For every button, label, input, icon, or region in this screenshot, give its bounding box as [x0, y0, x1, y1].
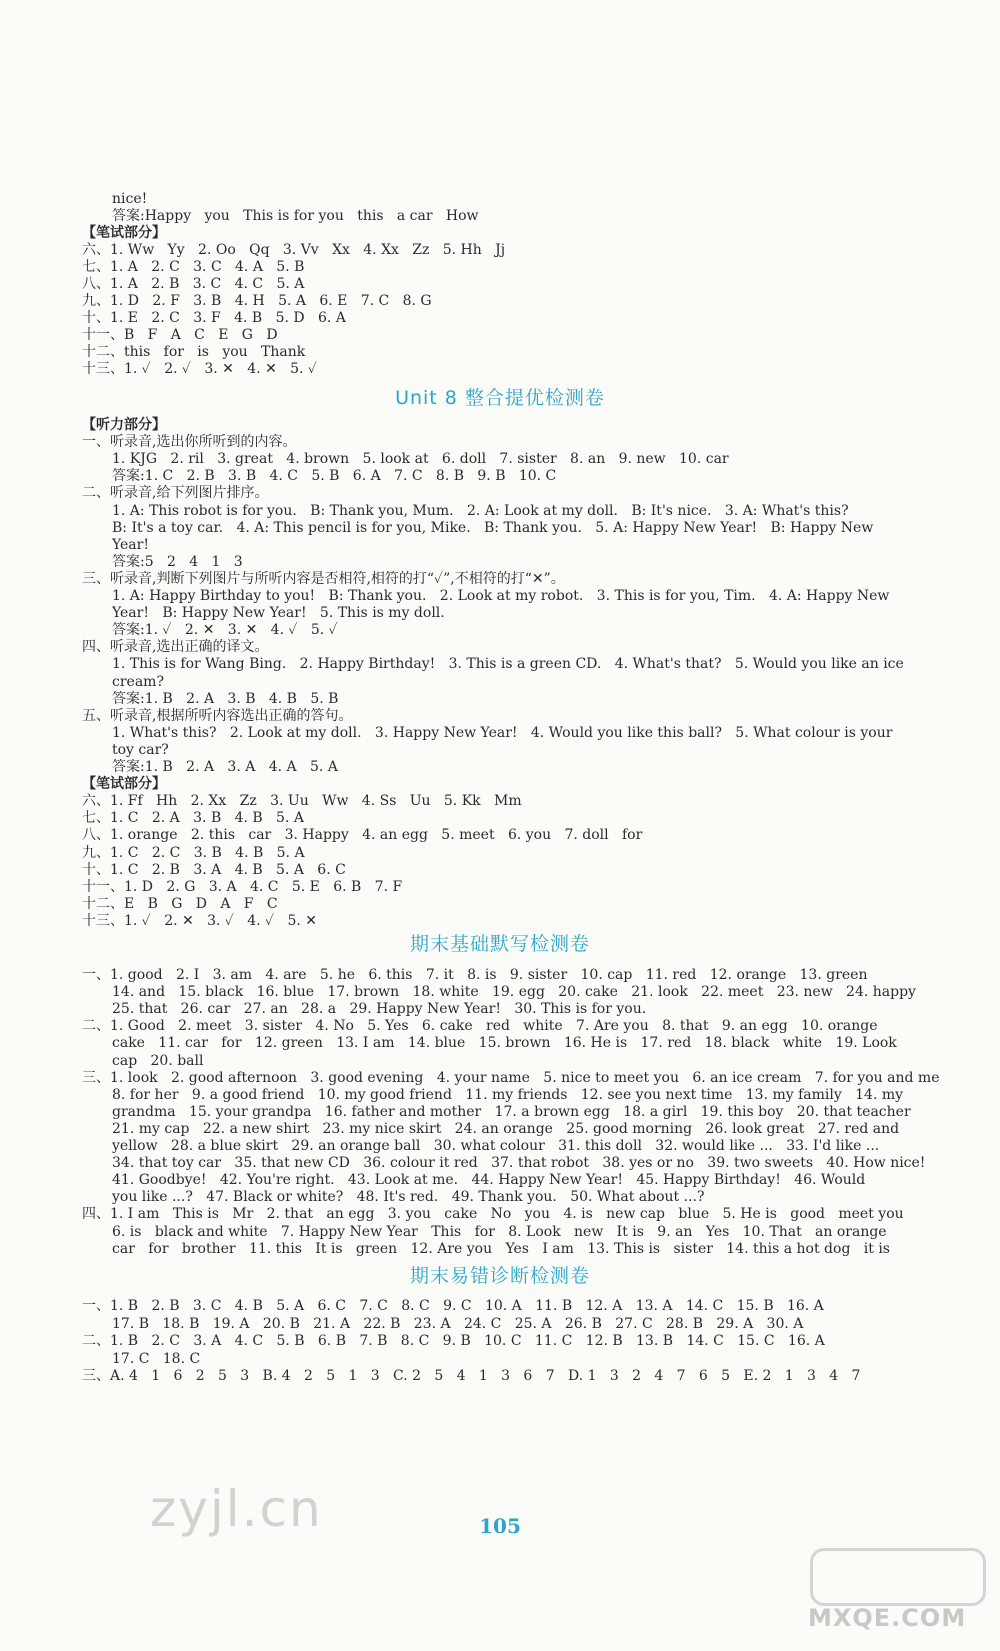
answer-line: 六、1. Ww Yy 2. Oo Qq 3. Vv Xx 4. Xx Zz 5. Hh Jj: [82, 242, 506, 258]
answer-line: 答案:1. C 2. B 3. B 4. C 5. B 6. A 7. C 8. B 9. B 10. C: [112, 468, 557, 485]
answer-line: 十三、1. ✓ 2. ✓ 3. ✕ 4. ✕ 5. ✓: [82, 361, 317, 377]
answer-line: 41. Goodbye! 42. You're right. 43. Look at me. 44. Happy New Year! 45. Happy Birthday! 46. Would: [112, 1172, 866, 1189]
answer-line: 【笔试部分】: [82, 225, 166, 241]
section-title-final-dictation: 期末基础默写检测卷: [409, 933, 590, 955]
answer-line: Year!: [112, 536, 149, 553]
answer-line: 一、1. good 2. I 3. am 4. are 5. he 6. this 7. it 8. is 9. sister 10. cap 11. red 12. orange 13. green: [82, 967, 868, 983]
answer-line: 一、1. B 2. B 3. C 4. B 5. A 6. C 7. C 8. C 9. C 10. A 11. B 12. A 13. A 14. C 15. B 16. A: [82, 1298, 824, 1314]
answer-line: 二、听录音,给下列图片排序。: [82, 485, 269, 502]
answer-line: 1. A: This robot is for you. B: Thank you, Mum. 2. A: Look at my doll. B: It's nice. 3. A: What's this?: [112, 502, 849, 519]
answer-line: 1. KJG 2. ril 3. great 4. brown 5. look at 6. doll 7. sister 8. an 9. new 10. car: [112, 451, 729, 468]
watermark-logo-right: MXQE.COM: [808, 1604, 967, 1632]
answer-line: 十一、1. D 2. G 3. A 4. C 5. E 6. B 7. F: [82, 878, 403, 895]
answer-line: 34. that toy car 35. that new CD 36. colour it red 37. that robot 38. yes or no 39. two sweets 40. How nice!: [112, 1155, 926, 1172]
answer-line: 十二、this for is you Thank: [82, 344, 306, 360]
answer-line: you like ...? 47. Black or white? 48. It's red. 49. Thank you. 50. What about ...?: [112, 1189, 705, 1206]
answer-line: 七、1. C 2. A 3. B 4. B 5. A: [82, 810, 304, 827]
answer-line: 九、1. D 2. F 3. B 4. H 5. A 6. E 7. C 8. G: [82, 293, 432, 309]
answer-line: 答案:1. B 2. A 3. A 4. A 5. A: [112, 759, 338, 775]
answer-line: Year! B: Happy New Year! 5. This is my doll.: [112, 605, 445, 622]
section-title-final-error-diagnosis: 期末易错诊断检测卷: [409, 1265, 590, 1287]
watermark-badge-frame: [810, 1548, 986, 1606]
answer-line: 21. my cap 22. a new shirt 23. my nice skirt 24. an orange 25. good morning 26. look great 27. red and: [112, 1120, 900, 1137]
answer-line: 17. B 18. B 19. A 20. B 21. A 22. B 23. A 24. C 25. A 26. B 27. C 28. B 29. A 30. A: [112, 1315, 804, 1332]
answer-line: 【笔试部分】: [82, 776, 166, 793]
answer-line: grandma 15. your grandpa 16. father and mother 17. a brown egg 18. a girl 19. this boy 20. that teacher: [112, 1103, 911, 1120]
answer-line: 25. that 26. car 27. an 28. a 29. Happy New Year! 30. This is for you.: [112, 1001, 647, 1018]
answer-line: 七、1. A 2. C 3. C 4. A 5. B: [82, 259, 305, 275]
section-title-unit8: Unit 8 整合提优检测卷: [395, 387, 605, 409]
answer-line: 八、1. A 2. B 3. C 4. C 5. A: [82, 276, 305, 292]
answer-line: 三、听录音,判断下列图片与所听内容是否相符,相符的打“✓”,不相符的打“✕”。: [82, 570, 565, 587]
answer-line: 十三、1. ✓ 2. ✕ 3. ✓ 4. ✓ 5. ✕: [82, 912, 317, 929]
watermark-logo-left: zyjl.cn: [150, 1480, 323, 1538]
answer-line: B: It's a toy car. 4. A: This pencil is for you, Mike. B: Thank you. 5. A: Happy New Year! B: Happy New: [112, 519, 874, 536]
answer-line: cap 20. ball: [112, 1052, 204, 1069]
answer-line: 1. This is for Wang Bing. 2. Happy Birthday! 3. This is a green CD. 4. What's that? 5. Would you like an ice: [112, 656, 904, 673]
answer-line: 五、听录音,根据所听内容选出正确的答句。: [82, 707, 353, 724]
answer-line: yellow 28. a blue skirt 29. an orange ball 30. what colour 31. this doll 32. would like ... 33. I'd like ...: [112, 1138, 880, 1154]
page-number: 105: [479, 1514, 521, 1538]
answer-line: 三、A. 4 1 6 2 5 3 B. 4 2 5 1 3 C. 2 5 4 1 3 6 7 D. 1 3 2 4 7 6 5 E. 2 1 3 4 7: [82, 1368, 861, 1384]
answer-line: 答案:Happy you This is for you this a car How: [112, 208, 479, 224]
answer-line: 14. and 15. black 16. blue 17. brown 18. white 19. egg 20. cake 21. look 22. meet 23. new 24. happy: [112, 984, 916, 1001]
answer-line: 三、1. look 2. good afternoon 3. good evening 4. your name 5. nice to meet you 6. an ice cream 7. for you and me: [82, 1069, 940, 1086]
answer-line: 【听力部分】: [82, 417, 166, 433]
answer-line: 十一、B F A C E G D: [82, 327, 278, 343]
answer-line: 四、1. I am This is Mr 2. that an egg 3. you cake No you 4. is new cap blue 5. He is good meet you: [82, 1206, 904, 1223]
answer-line: 17. C 18. C: [112, 1350, 201, 1367]
answer-line: cake 11. car for 12. green 13. I am 14. blue 15. brown 16. He is 17. red 18. black white 19. Look: [112, 1035, 897, 1052]
answer-line: 答案:1. ✓ 2. ✕ 3. ✕ 4. ✓ 5. ✓: [112, 622, 338, 639]
answer-line: 8. for her 9. a good friend 10. my good friend 11. my friends 12. see you next time 13. my family 14. my: [112, 1086, 904, 1103]
answer-line: 十、1. E 2. C 3. F 4. B 5. D 6. A: [82, 310, 346, 326]
answer-line: toy car?: [112, 741, 169, 758]
answer-line: 1. What's this? 2. Look at my doll. 3. Happy New Year! 4. Would you like this ball? 5. What colour is your: [112, 724, 893, 741]
answer-line: cream?: [112, 673, 164, 690]
answer-line: 十、1. C 2. B 3. A 4. B 5. A 6. C: [82, 861, 346, 878]
answer-line: 二、1. Good 2. meet 3. sister 4. No 5. Yes 6. cake red white 7. Are you 8. that 9. an egg 10. orange: [82, 1018, 878, 1035]
answer-line: 二、1. B 2. C 3. A 4. C 5. B 6. B 7. B 8. C 9. B 10. C 11. C 12. B 13. B 14. C 15. C 16. A: [82, 1333, 825, 1349]
answer-line: 答案:1. B 2. A 3. B 4. B 5. B: [112, 690, 339, 707]
answer-line: nice!: [112, 191, 148, 207]
answer-line: 六、1. Ff Hh 2. Xx Zz 3. Uu Ww 4. Ss Uu 5. Kk Mm: [82, 793, 522, 810]
answer-line: 十二、E B G D A F C: [82, 895, 278, 912]
answer-line: 八、1. orange 2. this car 3. Happy 4. an egg 5. meet 6. you 7. doll for: [82, 827, 643, 844]
answer-line: 6. is black and white 7. Happy New Year This for 8. Look new It is 9. an Yes 10. That an orange: [112, 1223, 887, 1240]
answer-line: 一、听录音,选出你所听到的内容。: [82, 434, 297, 451]
answer-line: 答案:5 2 4 1 3: [112, 553, 243, 570]
answer-line: car for brother 11. this It is green 12. Are you Yes I am 13. This is sister 14. this a hot dog it is: [112, 1240, 890, 1257]
answer-line: 1. A: Happy Birthday to you! B: Thank you. 2. Look at my robot. 3. This is for you, Tim. 4. A: Happy New: [112, 588, 890, 604]
answer-line: 九、1. C 2. C 3. B 4. B 5. A: [82, 844, 305, 861]
answer-line: 四、听录音,选出正确的译文。: [82, 639, 269, 656]
